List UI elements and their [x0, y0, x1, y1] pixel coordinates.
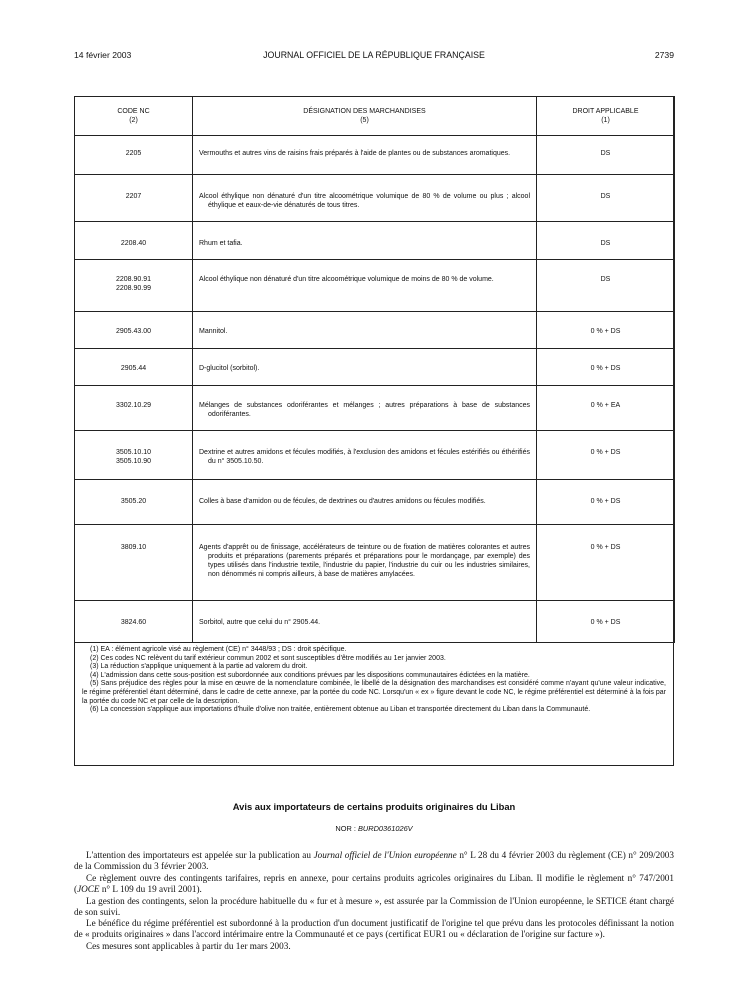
footnote: (6) La concession s'applique aux importations d'huile d'olive non traitée, entièrement obtenue au Liban et transportée directement du Liban dans la Communauté. — [90, 706, 591, 714]
table-row — [75, 136, 675, 175]
cell-duty: 0 % + DS — [537, 431, 675, 480]
joce-reference: JOCE — [77, 883, 100, 894]
cell-duty: 0 % + DS — [537, 349, 675, 386]
cell-designation — [193, 601, 537, 643]
cell-code: 2905.44 — [75, 349, 193, 386]
designation-text: Alcool éthylique non dénaturé d'un titre alcoométrique volumique de 80 % de volume ou plus ; alcool éthylique et eaux-de-vie dénaturés de tous titres. — [199, 193, 530, 209]
footnote: (1) EA : élément agricole visé au règlement (CE) n° 3448/93 ; DS : droit spécifique. — [90, 646, 347, 653]
header-journal-title: JOURNAL OFFICIEL DE LA RÉPUBLIQUE FRANÇAISE — [263, 50, 485, 60]
header-date: 14 février 2003 — [74, 50, 132, 60]
designation-text: Sorbitol, autre que celui du n° 2905.44. — [199, 619, 321, 626]
cell-duty: DS — [537, 175, 675, 222]
cell-designation — [193, 525, 537, 601]
table-row — [75, 312, 675, 349]
table-row — [75, 260, 675, 312]
journal-reference: Journal officiel de l'Union européenne — [313, 850, 457, 860]
cell-code: 2207 — [75, 175, 193, 222]
table-row — [75, 525, 675, 601]
column-header-designation-note: (5) — [360, 117, 369, 124]
table-row — [75, 175, 675, 222]
cell-duty: 0 % + DS — [537, 525, 675, 601]
cell-designation — [193, 260, 537, 312]
designation-text: Mannitol. — [199, 328, 228, 335]
text-run: Ce règlement ouvre des contingents tarifaires, repris en annexe, pour certains produits agricoles originaires du Liban. Il modifie le règlement n° 747/2001 ( — [74, 872, 674, 894]
designation-text: Agents d'apprêt ou de finissage, accélérateurs de teinture ou de fixation de matières colorantes et autres produits et préparations (parements préparés et préparations pour le mordançage, par exemple) des types utilisés dans l'industrie textile, l'industrie du papier, l'industrie du cuir ou les industries similaires, non dénommés ni compris ailleurs, à base de matières amylacées. — [199, 544, 530, 578]
goods-table — [74, 96, 675, 643]
cell-code: 3809.10 — [75, 525, 193, 601]
cell-code: 2208.40 — [75, 222, 193, 260]
cell-duty: 0 % + DS — [537, 312, 675, 349]
cell-designation — [193, 431, 537, 480]
table-header-row — [75, 97, 675, 136]
text-run: L'attention des importateurs est appelée sur la publication au — [86, 850, 314, 860]
cell-designation — [193, 312, 537, 349]
cell-code: 2208.90.91 2208.90.99 — [75, 260, 193, 312]
designation-text: Rhum et tafia. — [199, 240, 243, 247]
column-header-duty-note: (1) — [601, 117, 610, 124]
cell-code: 3505.10.10 3505.10.90 — [75, 431, 193, 480]
table-row — [75, 386, 675, 431]
notice-body — [74, 850, 674, 953]
notice-paragraph — [74, 850, 674, 872]
cell-duty: 0 % + EA — [537, 386, 675, 431]
designation-text: Mélanges de substances odoriférantes et mélanges ; autres préparations à base de substances odoriférantes. — [199, 402, 530, 418]
designation-text: Colles à base d'amidon ou de fécules, de dextrines ou d'autres amidons ou fécules modifiés. — [199, 498, 486, 505]
table-row — [75, 431, 675, 480]
text-run: n° L 28 du 4 février 2003 du règlement (CE) n° 209/2003 de la Commission du 3 février 2003. — [74, 850, 674, 871]
nor-label: NOR : — [335, 824, 356, 833]
footnote: (3) La réduction s'applique uniquement à la partie ad valorem du droit. — [90, 663, 308, 671]
nor-value: BURD0361026V — [357, 824, 413, 833]
designation-text: Dextrine et autres amidons et fécules modifiés, à l'exclusion des amidons et fécules estérifiés ou éthérifiés du n° 3505.10.50. — [199, 449, 530, 465]
column-header-duty — [537, 97, 675, 136]
designation-text: D-glucitol (sorbitol). — [199, 365, 260, 372]
cell-designation — [193, 349, 537, 386]
designation-text: Vermouths et autres vins de raisins frais préparés à l'aide de plantes ou de substances aromatiques. — [199, 150, 511, 157]
cell-duty: DS — [537, 260, 675, 312]
nor-reference — [74, 824, 674, 833]
cell-designation — [193, 386, 537, 431]
footnote: (2) Ces codes NC relèvent du tarif extérieur commun 2002 et sont susceptibles d'être modifiés au 1er janvier 2003. — [90, 654, 446, 662]
column-header-designation — [193, 97, 537, 136]
text-run: n° L 109 du 19 avril 2001). — [99, 883, 202, 894]
header-page-number: 2739 — [654, 50, 674, 60]
cell-code: 3824.60 — [75, 601, 193, 643]
column-header-code-label: CODE NC — [117, 108, 150, 115]
column-header-code — [75, 97, 193, 136]
cell-designation — [193, 136, 537, 175]
notice-paragraph — [74, 873, 674, 895]
notice-paragraph: Le bénéfice du régime préférentiel est subordonné à la production d'un document justificatif de l'origine tel que prévu dans les protocoles définissant la notion de « produits originaires » dans l'accord intérimaire entre la Communauté et ce pays (certificat EUR1 ou « déclaration de l'origine sur facture »). — [74, 918, 674, 940]
notice-paragraph: Ces mesures sont applicables à partir du 1er mars 2003. — [86, 941, 291, 952]
notice-title: Avis aux importateurs de certains produits originaires du Liban — [232, 801, 516, 812]
cell-duty: DS — [537, 136, 675, 175]
cell-code: 3302.10.29 — [75, 386, 193, 431]
page-header — [74, 50, 674, 64]
cell-designation — [193, 222, 537, 260]
cell-duty: 0 % + DS — [537, 601, 675, 643]
table-row — [75, 601, 675, 643]
table-row — [75, 222, 675, 260]
designation-text: Alcool éthylique non dénaturé d'un titre alcoométrique volumique de moins de 80 % de volume. — [199, 276, 494, 283]
cell-designation — [193, 175, 537, 222]
footnote: (4) L'admission dans cette sous-position est subordonnée aux conditions prévues par les dispositions communautaires édictées en la matière. — [90, 671, 530, 679]
cell-code: 2905.43.00 — [75, 312, 193, 349]
table-footnotes — [82, 646, 666, 715]
notice-paragraph: La gestion des contingents, selon la procédure habituelle du « fur et à mesure », est assurée par la Commission de l'Union européenne, le SETICE étant chargé de son suivi. — [74, 895, 674, 917]
footnote: (5) Sans préjudice des règles pour la mise en œuvre de la nomenclature combinée, le libellé de la désignation des marchandises est considéré comme n'ayant qu'une valeur indicative, le régime préférentiel étant déterminé, dans le cadre de cette annexe, par la portée du code NC. Lorsqu'un « ex » figure devant le code NC, le régime préférentiel est déterminé à la fois par la portée du code NC et par celle de la description. — [82, 680, 666, 705]
column-header-code-note: (2) — [129, 117, 138, 124]
column-header-designation-label: DÉSIGNATION DES MARCHANDISES — [303, 108, 426, 115]
table-row — [75, 349, 675, 386]
cell-designation — [193, 480, 537, 525]
table-row — [75, 480, 675, 525]
column-header-duty-label: DROIT APPLICABLE — [572, 108, 639, 115]
cell-duty: DS — [537, 222, 675, 260]
cell-code: 3505.20 — [75, 480, 193, 525]
cell-duty: 0 % + DS — [537, 480, 675, 525]
cell-code: 2205 — [75, 136, 193, 175]
